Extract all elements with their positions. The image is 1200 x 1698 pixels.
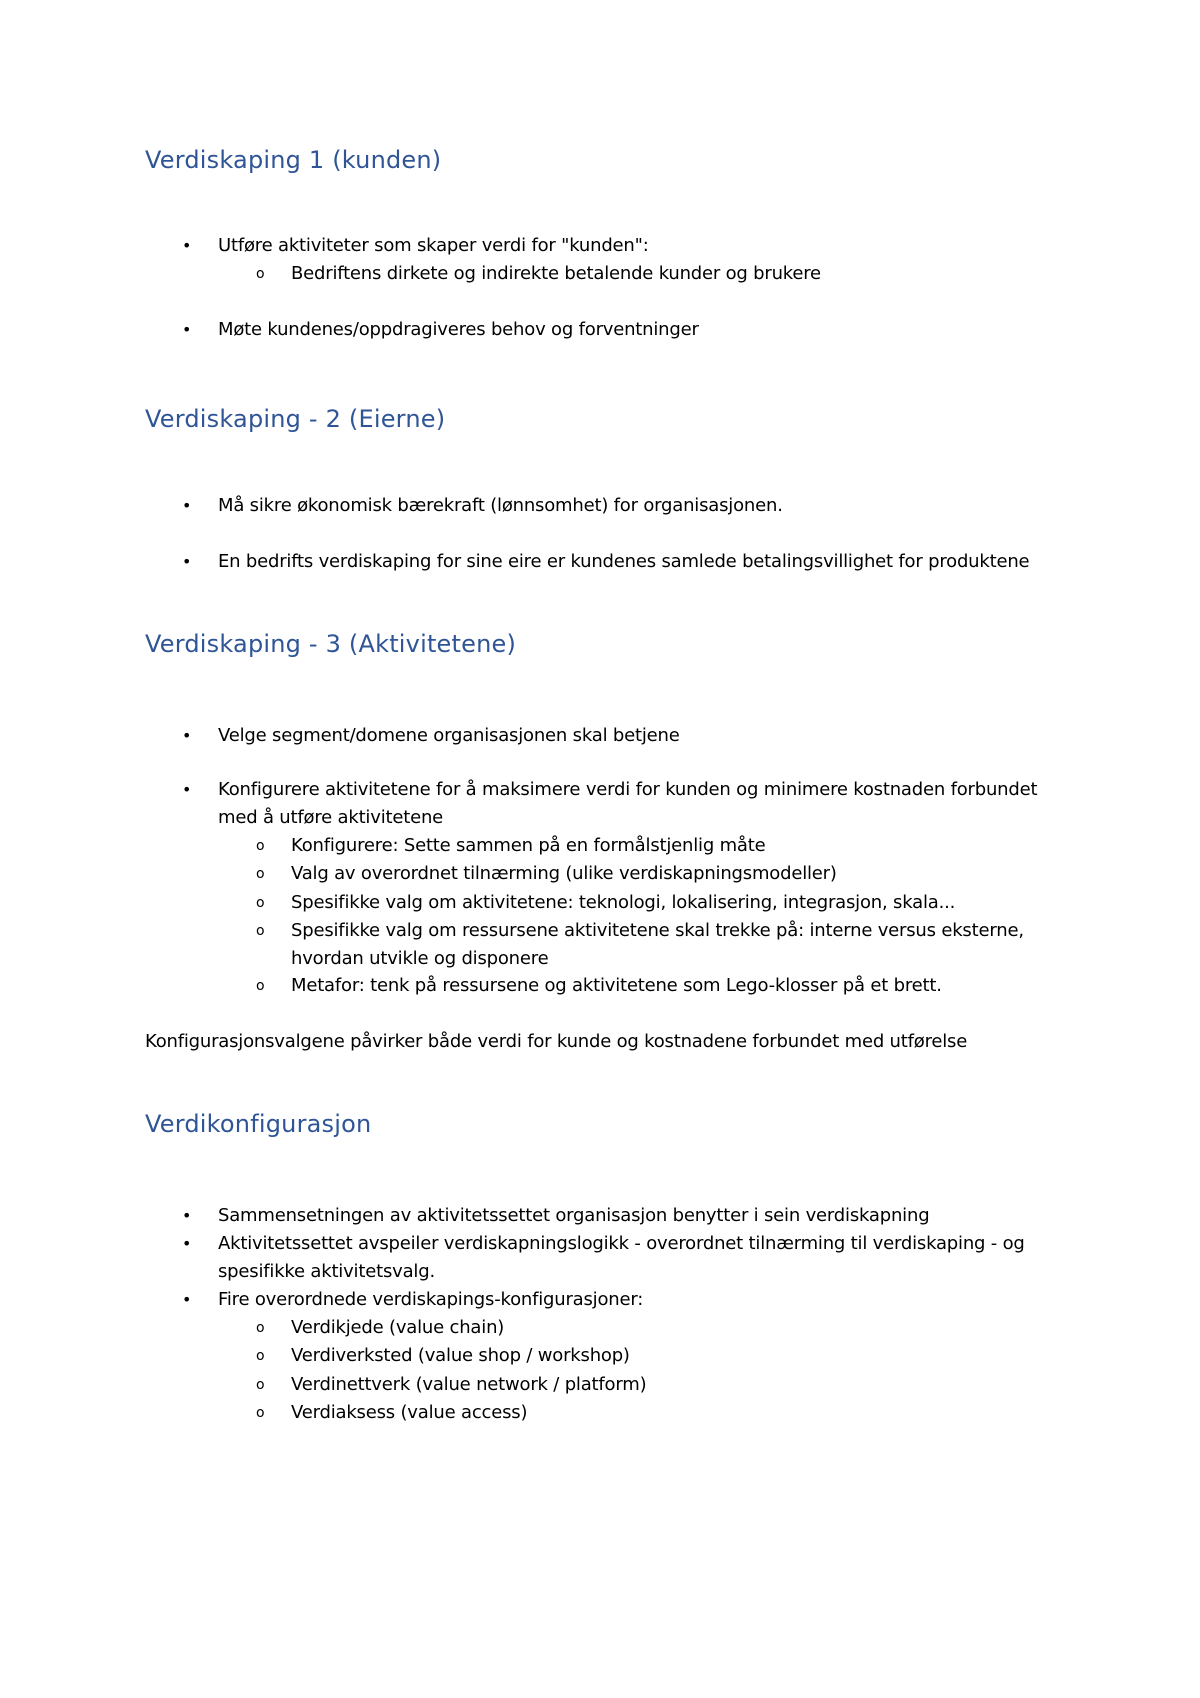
bullet-dot: •	[182, 1234, 192, 1253]
list-item: Må sikre økonomisk bærekraft (lønnsomhet) for organisasjonen.	[218, 495, 783, 516]
heading-verdiskaping-1: Verdiskaping 1 (kunden)	[145, 146, 442, 174]
list-item: Utføre aktiviteter som skaper verdi for "kunden":	[218, 235, 649, 256]
list-item: Spesifikke valg om ressursene aktivitetene skal trekke på: interne versus eksterne,	[291, 920, 1024, 941]
list-item: Verdiaksess (value access)	[291, 1402, 528, 1423]
list-item: Sammensetningen av aktivitetssettet organisasjon benytter i sein verdiskapning	[218, 1205, 930, 1226]
bullet-circle: o	[256, 866, 265, 882]
heading-verdiskaping-2: Verdiskaping - 2 (Eierne)	[145, 405, 446, 433]
bullet-dot: •	[182, 236, 192, 255]
bullet-circle: o	[256, 978, 265, 994]
list-item-continuation: hvordan utvikle og disponere	[291, 948, 549, 969]
bullet-dot: •	[182, 496, 192, 515]
bullet-dot: •	[182, 1206, 192, 1225]
bullet-dot: •	[182, 552, 192, 571]
list-item: Velge segment/domene organisasjonen skal betjene	[218, 725, 680, 746]
heading-verdiskaping-3: Verdiskaping - 3 (Aktivitetene)	[145, 630, 517, 658]
heading-verdikonfigurasjon: Verdikonfigurasjon	[145, 1110, 372, 1138]
list-item: Metafor: tenk på ressursene og aktivitetene som Lego-klosser på et brett.	[291, 975, 942, 996]
bullet-circle: o	[256, 838, 265, 854]
list-item-continuation: spesifikke aktivitetsvalg.	[218, 1261, 435, 1282]
bullet-dot: •	[182, 1290, 192, 1309]
bullet-circle: o	[256, 1348, 265, 1364]
list-item: Verdinettverk (value network / platform)	[291, 1374, 647, 1395]
bullet-circle: o	[256, 895, 265, 911]
bullet-circle: o	[256, 1405, 265, 1421]
list-item: En bedrifts verdiskaping for sine eire er kundenes samlede betalingsvillighet for produktene	[218, 551, 1030, 572]
list-item: Spesifikke valg om aktivitetene: teknologi, lokalisering, integrasjon, skala...	[291, 892, 956, 913]
list-item: Verdiverksted (value shop / workshop)	[291, 1345, 630, 1366]
bullet-circle: o	[256, 923, 265, 939]
bullet-dot: •	[182, 780, 192, 799]
list-item: Valg av overordnet tilnærming (ulike verdiskapningsmodeller)	[291, 863, 837, 884]
list-item: Møte kundenes/oppdragiveres behov og forventninger	[218, 319, 699, 340]
list-item: Konfigurere aktivitetene for å maksimere verdi for kunden og minimere kostnaden forbundet	[218, 779, 1038, 800]
bullet-circle: o	[256, 1377, 265, 1393]
list-item: Bedriftens dirkete og indirekte betalende kunder og brukere	[291, 263, 821, 284]
list-item: Konfigurere: Sette sammen på en formålstjenlig måte	[291, 835, 766, 856]
bullet-circle: o	[256, 266, 265, 282]
bullet-circle: o	[256, 1320, 265, 1336]
bullet-dot: •	[182, 726, 192, 745]
bullet-dot: •	[182, 320, 192, 339]
paragraph: Konfigurasjonsvalgene påvirker både verdi for kunde og kostnadene forbundet med utførelse	[145, 1031, 968, 1052]
list-item: Aktivitetssettet avspeiler verdiskapningslogikk - overordnet tilnærming til verdiskaping - og	[218, 1233, 1025, 1254]
list-item: Verdikjede (value chain)	[291, 1317, 505, 1338]
list-item: Fire overordnede verdiskapings-konfigurasjoner:	[218, 1289, 644, 1310]
list-item-continuation: med å utføre aktivitetene	[218, 807, 444, 828]
